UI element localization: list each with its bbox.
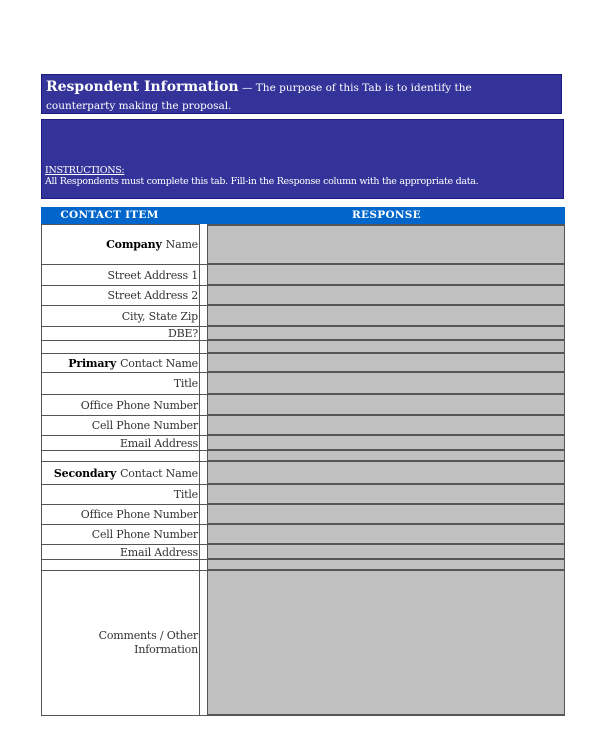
field-label-text: Email Address	[119, 436, 198, 450]
response-input-cell[interactable]	[208, 341, 565, 354]
field-label-text: Contact Name	[120, 466, 198, 480]
spacer-cell	[200, 265, 208, 286]
table-row	[41, 436, 565, 451]
table-row	[41, 525, 565, 545]
field-label-text: Cell Phone Number	[91, 528, 198, 541]
field-label-text: Cell Phone Number	[91, 419, 198, 432]
response-input-cell[interactable]	[208, 224, 565, 265]
table-row	[41, 451, 565, 462]
field-label-text: DBE?	[167, 327, 198, 340]
field-label	[41, 416, 200, 436]
response-input-cell[interactable]	[208, 327, 565, 341]
table-row-comments	[41, 571, 565, 716]
spacer-cell	[200, 416, 208, 436]
table-row	[41, 265, 565, 286]
response-input-cell[interactable]	[208, 485, 565, 505]
field-label	[41, 395, 200, 416]
response-input-cell[interactable]	[208, 451, 565, 462]
field-label-text: Name	[165, 238, 198, 251]
field-label	[41, 354, 200, 373]
response-input-cell[interactable]	[208, 505, 565, 525]
table-row	[41, 416, 565, 436]
response-input-cell[interactable]	[208, 354, 565, 373]
table-row	[41, 286, 565, 306]
column-header-contact-item: CONTACT ITEM	[41, 207, 208, 224]
table-row	[41, 224, 565, 265]
comments-label-line2: Information	[134, 643, 198, 656]
field-label	[41, 451, 200, 462]
response-input-cell[interactable]	[208, 306, 565, 327]
field-label	[41, 545, 200, 560]
response-input-cell[interactable]	[208, 436, 565, 451]
spacer-cell	[200, 224, 208, 265]
spacer-cell	[200, 341, 208, 354]
instructions-heading: INSTRUCTIONS:	[45, 165, 125, 176]
field-label	[41, 560, 200, 571]
respondent-form-table	[41, 224, 565, 716]
field-label-emphasis: Primary	[68, 356, 117, 370]
spacer-cell	[200, 354, 208, 373]
field-label	[41, 373, 200, 395]
field-label	[41, 286, 200, 306]
spacer-cell	[200, 286, 208, 306]
field-label-text: Contact Name	[120, 356, 198, 370]
field-label	[41, 525, 200, 545]
field-label	[41, 265, 200, 286]
table-row	[41, 560, 565, 571]
field-label-text: Street Address 2	[107, 289, 198, 302]
table-row	[41, 327, 565, 341]
field-label-text: Title	[173, 377, 198, 390]
table-row	[41, 354, 565, 373]
table-row	[41, 505, 565, 525]
spacer-cell	[200, 505, 208, 525]
spacer-cell	[200, 327, 208, 341]
field-label-text: Office Phone Number	[80, 508, 198, 521]
field-label	[41, 571, 200, 716]
section-title: Respondent Information	[46, 79, 239, 95]
field-label	[41, 341, 200, 354]
comments-response-cell[interactable]	[208, 571, 565, 716]
table-row	[41, 341, 565, 354]
field-label-emphasis: Company	[106, 238, 162, 251]
spacer-cell	[200, 545, 208, 560]
spacer-cell	[200, 571, 208, 716]
field-label	[41, 485, 200, 505]
spacer-cell	[200, 462, 208, 485]
spacer-cell	[200, 306, 208, 327]
response-input-cell[interactable]	[208, 395, 565, 416]
response-input-cell[interactable]	[208, 265, 565, 286]
response-input-cell[interactable]	[208, 545, 565, 560]
comments-label-line1: Comments / Other	[98, 629, 198, 642]
instructions-text: All Respondents must complete this tab. Fill-in the Response column with the appropriate data.	[45, 176, 479, 187]
title-description-1: The purpose of this Tab is to identify the	[255, 82, 472, 94]
field-label	[41, 505, 200, 525]
field-label	[41, 462, 200, 485]
response-input-cell[interactable]	[208, 286, 565, 306]
spacer-cell	[200, 485, 208, 505]
field-label-text: Street Address 1	[107, 268, 198, 282]
response-input-cell[interactable]	[208, 525, 565, 545]
title-dash: —	[238, 82, 256, 94]
table-row	[41, 373, 565, 395]
spacer-cell	[200, 525, 208, 545]
field-label	[41, 436, 200, 451]
table-row	[41, 545, 565, 560]
field-label-text: City, State Zip	[121, 309, 198, 323]
field-label	[41, 327, 200, 341]
title-description-2: counterparty making the proposal.	[46, 100, 232, 112]
field-label-text: Email Address	[119, 545, 198, 559]
spacer-cell	[200, 373, 208, 395]
spacer-cell	[200, 451, 208, 462]
spacer-cell	[200, 560, 208, 571]
response-input-cell[interactable]	[208, 462, 565, 485]
instructions-band	[41, 119, 564, 199]
column-header-response: RESPONSE	[208, 207, 565, 224]
table-row	[41, 462, 565, 485]
table-row	[41, 395, 565, 416]
spacer-cell	[200, 395, 208, 416]
spacer-cell	[200, 436, 208, 451]
field-label-text: Office Phone Number	[80, 398, 198, 412]
field-label-emphasis: Secondary	[53, 466, 117, 480]
response-input-cell[interactable]	[208, 373, 565, 395]
field-label	[41, 306, 200, 327]
field-label-text: Title	[173, 488, 198, 501]
table-row	[41, 485, 565, 505]
table-row	[41, 306, 565, 327]
field-label	[41, 224, 200, 265]
title-band	[41, 74, 562, 114]
response-input-cell[interactable]	[208, 416, 565, 436]
response-input-cell[interactable]	[208, 560, 565, 571]
